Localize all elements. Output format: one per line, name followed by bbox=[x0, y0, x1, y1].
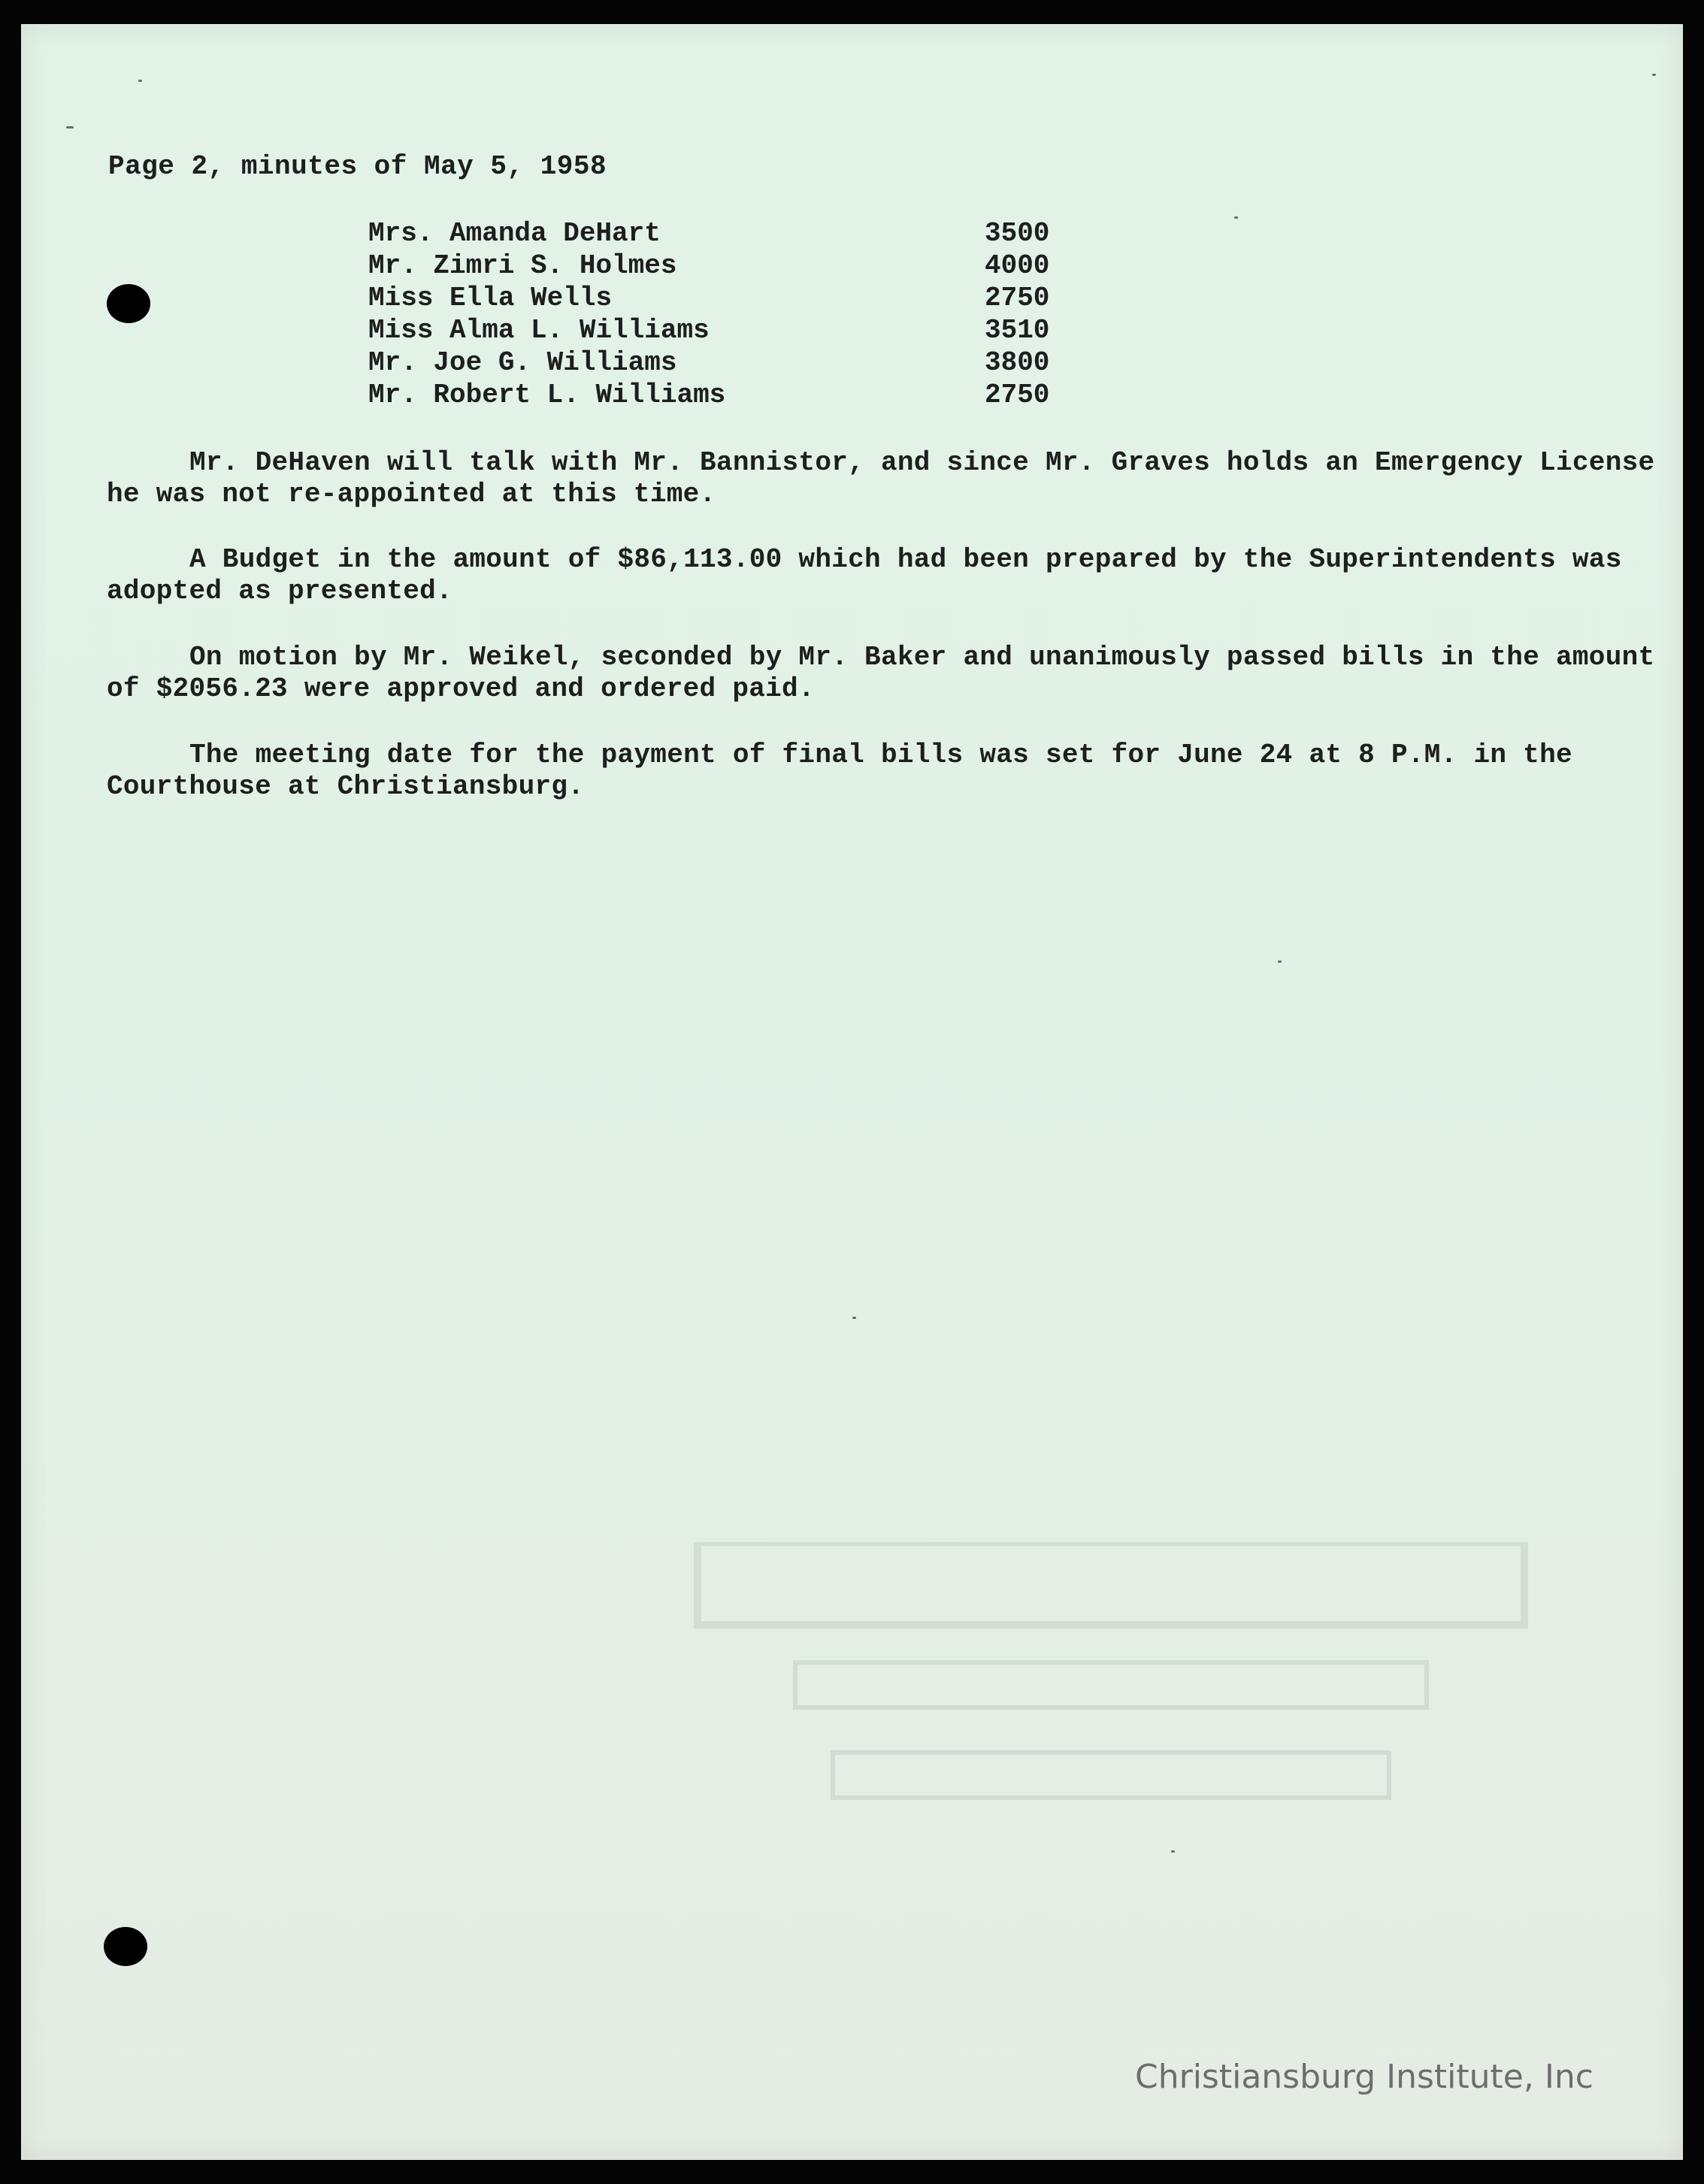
punch-hole-bottom bbox=[104, 1927, 147, 1966]
salary-row bbox=[368, 346, 1060, 379]
paragraph-line: Courthouse at Christiansburg. bbox=[107, 771, 585, 802]
paragraph-meeting-date bbox=[107, 740, 1633, 803]
salary-row bbox=[368, 282, 1060, 314]
speck-mark bbox=[138, 80, 142, 82]
paragraph-bills bbox=[107, 642, 1655, 705]
salary-row bbox=[368, 314, 1060, 346]
archive-watermark: Christiansburg Institute, Inc bbox=[1135, 2058, 1594, 2096]
paragraph-budget bbox=[107, 544, 1633, 607]
paragraph-line: he was not re-appointed at this time. bbox=[107, 479, 716, 510]
speck-mark bbox=[1234, 216, 1238, 219]
salary-amount: 3800 bbox=[985, 347, 1050, 378]
speck-mark bbox=[1278, 960, 1282, 963]
paragraph-line: On motion by Mr. Weikel, seconded by Mr. Baker and unanimously passed bills in the amount bbox=[189, 642, 1655, 673]
document-page bbox=[21, 24, 1683, 2160]
teacher-name: Miss Alma L. Williams bbox=[368, 315, 710, 346]
salary-list bbox=[368, 217, 1060, 411]
speck-mark bbox=[852, 1317, 856, 1319]
speck-mark bbox=[66, 126, 74, 129]
salary-amount: 2750 bbox=[985, 283, 1050, 313]
paragraph-line: adopted as presented. bbox=[107, 576, 452, 606]
page-header: Page 2, minutes of May 5, 1958 bbox=[108, 151, 607, 182]
teacher-name: Mr. Robert L. Williams bbox=[368, 380, 726, 410]
teacher-name: Mrs. Amanda DeHart bbox=[368, 218, 661, 249]
teacher-name: Mr. Zimri S. Holmes bbox=[368, 250, 677, 281]
punch-hole-top bbox=[107, 284, 150, 323]
salary-amount: 3500 bbox=[985, 218, 1050, 249]
salary-amount: 2750 bbox=[985, 380, 1050, 410]
teacher-name: Miss Ella Wells bbox=[368, 283, 613, 313]
salary-amount: 4000 bbox=[985, 250, 1050, 281]
paragraph-line: The meeting date for the payment of final bills was set for June 24 at 8 P.M. in the bbox=[189, 740, 1572, 770]
salary-row bbox=[368, 217, 1060, 250]
paragraph-line: of $2056.23 were approved and ordered paid. bbox=[107, 673, 815, 704]
paragraph-reappointment bbox=[107, 447, 1655, 510]
teacher-name: Mr. Joe G. Williams bbox=[368, 347, 677, 378]
speck-mark bbox=[1652, 74, 1656, 76]
salary-row bbox=[368, 250, 1060, 282]
paragraph-line: A Budget in the amount of $86,113.00 which had been prepared by the Superintendents was bbox=[189, 544, 1622, 575]
salary-amount: 3510 bbox=[985, 315, 1050, 346]
speck-mark bbox=[1171, 1850, 1175, 1853]
paragraph-line: Mr. DeHaven will talk with Mr. Bannistor, and since Mr. Graves holds an Emergency License bbox=[189, 447, 1655, 478]
bleed-through-decoration bbox=[667, 1542, 1554, 1858]
salary-row bbox=[368, 379, 1060, 411]
